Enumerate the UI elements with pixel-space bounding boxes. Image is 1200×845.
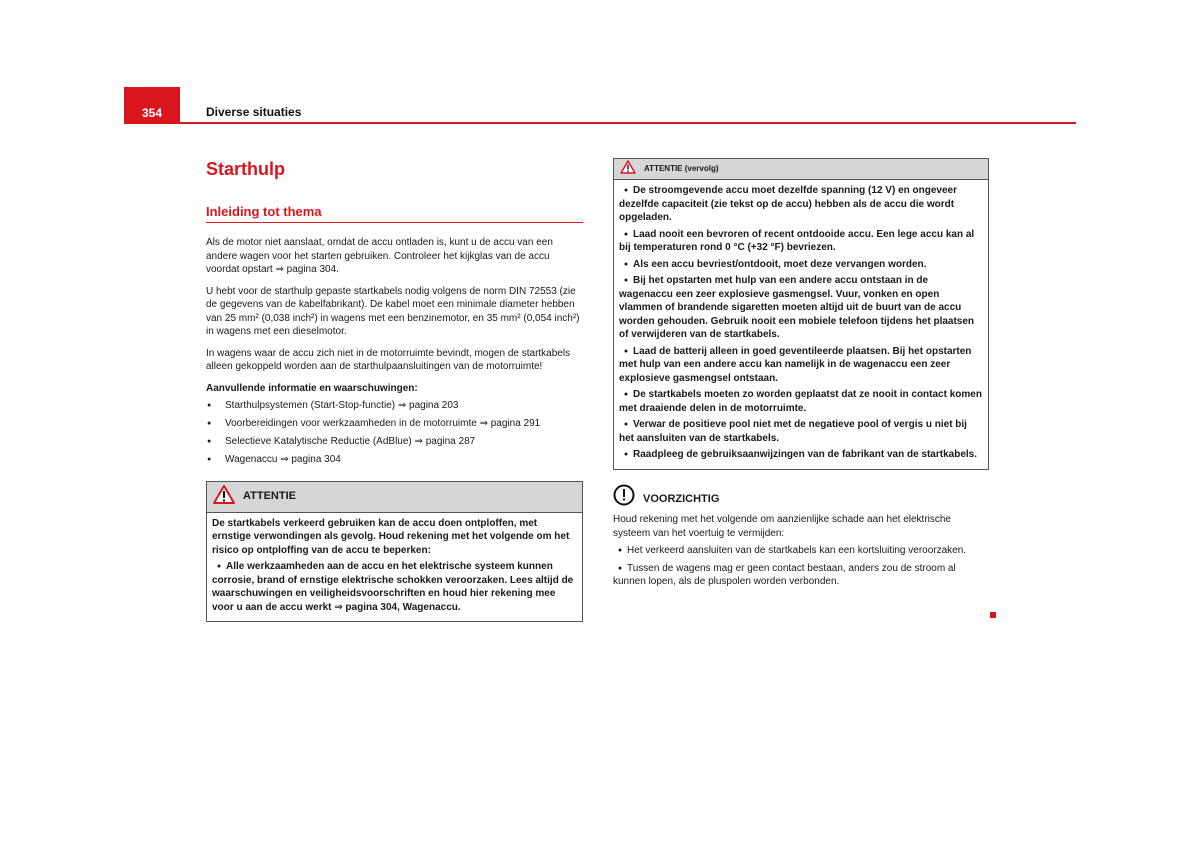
- info-link-item[interactable]: ● Selectieve Katalytische Reductie (AdBlue) ⇒ pagina 287: [206, 435, 583, 449]
- section-title: Starthulp: [206, 159, 285, 179]
- bullet-icon: ●: [617, 547, 623, 554]
- intro-paragraph: Als de motor niet aanslaat, omdat de accu ontladen is, kunt u de accu van een andere wagen voor het starten gebruiken. Controleer het kijkglas van de accu voordat opstart ⇒ pagina 304.: [206, 237, 553, 275]
- bullet-icon: ●: [617, 564, 623, 572]
- warning-intro: De startkabels verkeerd gebruiken kan de accu doen ontploffen, met ernstige verwondingen als gevolg. Houd rekening met het volgende om het risico op ontploffing van de accu te beperken:: [212, 517, 570, 556]
- warning-continued-title: ATTENTIE (vervolg): [644, 164, 719, 174]
- info-link-item[interactable]: ● Wagenaccu ⇒ pagina 304: [206, 453, 583, 467]
- warning-item: [619, 228, 983, 255]
- page-number: 354: [124, 87, 180, 123]
- bullet-icon: ●: [623, 391, 629, 398]
- warning-body: [207, 513, 582, 622]
- info-label: Aanvullende informatie en waarschuwingen:: [206, 382, 418, 394]
- bullet-icon: ●: [623, 347, 629, 355]
- left-column: [206, 158, 583, 622]
- caution-item-text: Tussen de wagens mag er geen contact bestaan, anders zou de stroom al kunnen lopen, als de pluspolen worden verbonden.: [613, 562, 956, 587]
- right-column: [613, 158, 989, 593]
- warning-item: [619, 258, 983, 272]
- warning-header: [207, 482, 582, 513]
- header-rule: [124, 122, 1076, 124]
- caution-item: [613, 562, 989, 589]
- bullet-icon: ●: [623, 277, 629, 284]
- caution-section: [613, 484, 989, 589]
- running-head: Diverse situaties: [206, 105, 302, 119]
- warning-triangle-icon: [213, 485, 235, 509]
- terminals-paragraph: In wagens waar de accu zich niet in de motorruimte bevindt, mogen de startkabels alleen gekoppeld worden aan de starthulpaansluitingen van de motorruimte!: [206, 347, 571, 372]
- warning-item-text: Laad de batterij alleen in goed geventileerde plaatsen. Bij het opstarten met hulp van een andere accu kan namelijk in de wagenaccu een zeer explosieve gasmengsel ontstaan.: [619, 345, 972, 384]
- caution-header: [613, 484, 989, 511]
- cable-paragraph: U hebt voor de starthulp gepaste startkabels nodig volgens de norm DIN 72553 (zie de gegevens van de kabelfabrikant). De kabel moet een minimale diameter hebben van 25 mm² (0,038 inch²) in wagens met een benzinemotor, en 35 mm² (0,054 inch²) in wagens met een dieselmotor.: [206, 285, 580, 337]
- caution-title: VOORZICHTIG: [643, 493, 720, 505]
- caution-intro: Houd rekening met het volgende om aanzienlijke schade aan het elektrische systeem van het voertuig te vermijden:: [613, 514, 951, 539]
- bullet-icon: ●: [623, 421, 629, 428]
- info-link-item[interactable]: ● Voorbereidingen voor werkzaamheden in de motorruimte ⇒ pagina 291: [206, 417, 583, 431]
- caution-item: [613, 544, 989, 558]
- exclamation-circle-icon: [613, 484, 635, 511]
- sub-title: Inleiding tot thema: [206, 204, 583, 223]
- caution-item-text: Het verkeerd aansluiten van de startkabels kan een kortsluiting veroorzaken.: [627, 545, 967, 556]
- warning-continued-body: [614, 180, 988, 469]
- warning-item: [619, 448, 983, 462]
- warning-item-text: Bij het opstarten met hulp van een andere accu ontstaan in de wagenaccu een zeer explosieve gasmengsel. Vuur, vonken en open vlammen of brandende sigaretten moeten altijd uit de buurt van de accu worden gehouden. Gebruik nooit een mobiele telefoon tijdens het plaatsen of verwijderen van de startkabels.: [619, 275, 975, 340]
- info-link-item[interactable]: ● Starthulpsystemen (Start-Stop-functie) ⇒ pagina 203: [206, 399, 583, 413]
- bullet-icon: ●: [623, 260, 629, 268]
- warning-continued-header: [614, 159, 988, 180]
- warning-item-text: Als een accu bevriest/ontdooit, moet deze vervangen worden.: [633, 258, 927, 270]
- warning-continued-box: [613, 158, 989, 470]
- warning-item-text: Alle werkzaamheden aan de accu en het elektrische systeem kunnen corrosie, brand of ernstige elektrische schokken veroorzaken. Lees altijd de waarschuwingen en veiligheidsvoorschriften en houd hier rekening mee voor u aan de accu werkt ⇒ pagina 304, Wagenaccu.: [212, 561, 574, 613]
- warning-box: [206, 481, 583, 623]
- warning-item: [619, 274, 983, 342]
- warning-title: ATTENTIE: [243, 489, 296, 502]
- warning-item-text: De startkabels moeten zo worden geplaatst dat ze nooit in contact komen met draaiende delen in de motorruimte.: [619, 389, 982, 414]
- warning-item: [212, 560, 577, 614]
- warning-item: [619, 184, 983, 225]
- warning-item-text: Laad nooit een bevroren of recent ontdooide accu. Een lege accu kan al bij temperaturen rond 0 °C (+32 °F) bevriezen.: [619, 228, 975, 253]
- info-list: [206, 399, 583, 467]
- warning-item-text: De stroomgevende accu moet dezelfde spanning (12 V) en ongeveer dezelfde capaciteit (zie tekst op de accu) hebben als de accu die wordt opgeladen.: [619, 185, 957, 223]
- warning-triangle-icon: [620, 160, 636, 179]
- warning-item-text: Raadpleeg de gebruiksaanwijzingen van de fabrikant van de startkabels.: [633, 449, 977, 460]
- bullet-icon: ●: [623, 451, 629, 458]
- section-end-marker: [990, 612, 996, 618]
- warning-item: [619, 418, 983, 445]
- bullet-icon: ●: [216, 563, 222, 570]
- warning-item-text: Verwar de positieve pool niet met de negatieve pool of vergis u niet bij het aansluiten van de startkabels.: [619, 419, 967, 444]
- warning-item: [619, 388, 983, 415]
- bullet-icon: ●: [623, 230, 629, 238]
- bullet-icon: ●: [623, 187, 629, 194]
- warning-item: [619, 345, 983, 386]
